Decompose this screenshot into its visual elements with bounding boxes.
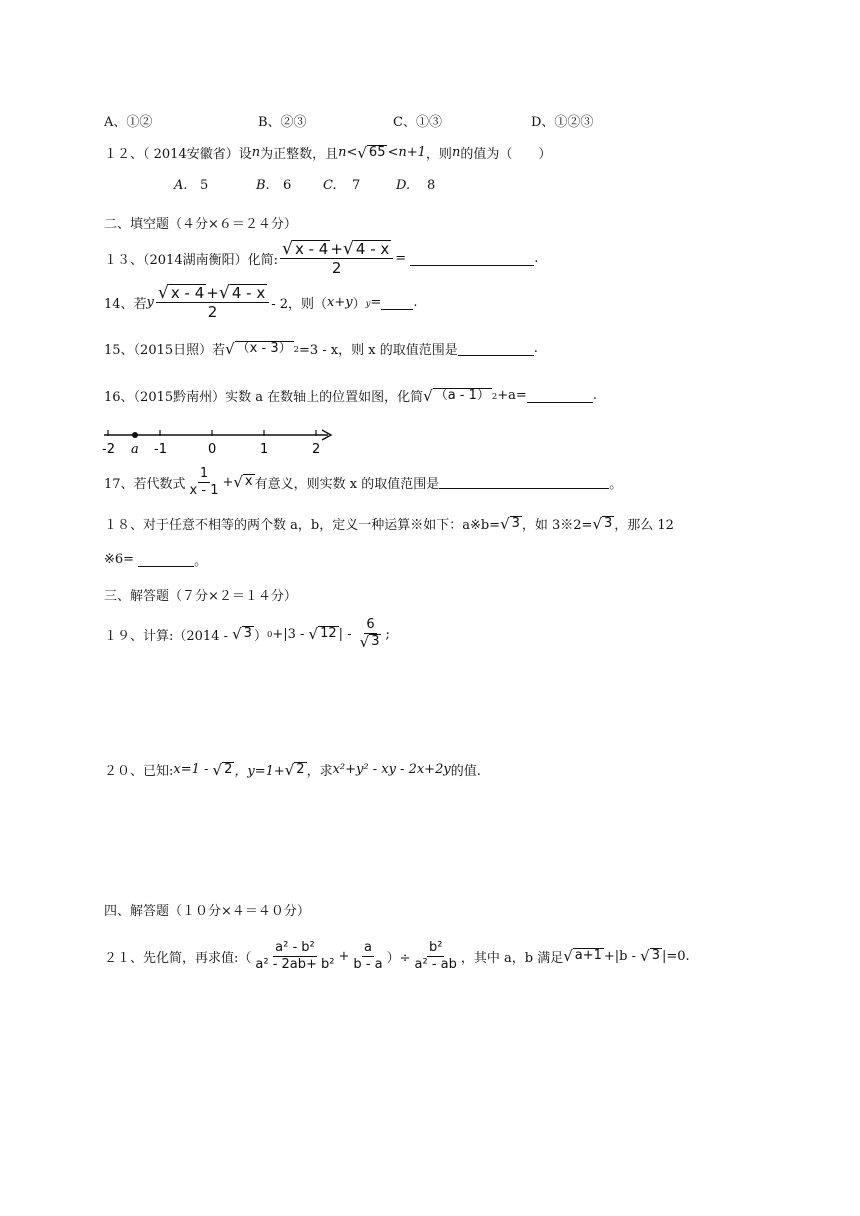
section-2-heading: 二、填空题（４分×６＝２４分） [104,217,297,232]
tick-label-1: 1 [260,442,269,457]
q19-num: 6 [366,617,375,632]
q21-prefix: ２１、先化简，再求值:（ [104,950,252,966]
q19-sqrt-12: √ 12 [308,625,337,644]
q21-plus: + [338,948,350,964]
tick-label-neg1: -1 [154,442,167,457]
question-14: 14、若 y √ x - 4 + √ 4 - x 2 - 2，则（ x+y ） y = . [104,283,418,322]
tick-label-neg2: -2 [102,442,115,457]
answer-blank-18[interactable] [138,553,194,567]
tick-label-a: a [131,442,139,457]
q21-f2-den: b - a [353,956,383,972]
q14-den: 2 [207,303,218,322]
question-18-line-1 [104,514,674,533]
q12-n: n [251,145,261,160]
q13-fraction: √ x - 4 + √ 4 - x 2 [280,240,393,277]
q14-sup: y [365,297,371,308]
q14-minus2: - 2，则（ [271,297,328,313]
q17-mid: 有意义，则实数 x 的取值范围是 [254,476,440,492]
section-3-heading: 三、解答题（７分×２＝１４分） [104,589,297,604]
q14-eq: = [370,295,382,311]
q18-sqrt-2: √ 3 [592,514,613,533]
q19-fraction: 6 √ 3 [359,617,380,651]
q12-suffix: ，则 [425,147,452,162]
q19-prefix: １９、计算:（2014 - [104,628,233,644]
q14-plus: + [206,284,219,302]
tick-label-0: 0 [208,442,217,457]
section-4-heading: 四、解答题（１０分×４＝４０分） [104,904,310,919]
q12-mid: 为正整数，且 [260,147,339,162]
sqrt-65: √ 65 [357,143,386,162]
option-b: B、②③ [258,115,307,130]
q12-option-a-letter: A. [174,178,188,193]
q18-line2: ※6= [104,552,135,567]
question-19: １９、计算:（2014 - √ 3 ） 0 +|3 - √ 12 | - 6 √ 3 ; [104,617,390,651]
q21-f1-num: a² - b² [275,940,315,955]
q17-end: 。 [609,476,623,492]
q17-prefix: 17、若代数式 [104,476,186,492]
question-15: 15、（2015日照）若 √ （x - 3） 2 =3 - x，则 x 的取值范围是 . [104,339,538,358]
q12-n-2: n [338,145,347,160]
q15-mid: =3 - x，则 x 的取值范围是 [298,343,458,358]
number-line [100,426,340,460]
q12-prefix: １２、（ 2014安徽省）设 [104,147,252,162]
q12-option-d-value: 8 [427,178,436,193]
question-21 [104,940,690,972]
q20-prefix: ２０、已知: [104,764,174,779]
q20-mid: ，求 [306,764,333,779]
q17-den: x - 1 [189,482,219,498]
q13-plus: + [330,240,343,258]
q21-fraction-1 [253,940,336,972]
q21-f1-den: a² - 2ab+ b² [255,956,335,972]
q14-prefix: 14、若 [104,297,147,313]
q12-n-3: n [451,145,461,160]
q13-rad2: 4 - x [355,240,390,258]
q17-fraction [188,466,221,498]
question-16: 16、（2015黔南州）实数 a 在数轴上的位置如图，化简 √ （a - 1） 2 +a= . [104,386,597,405]
q20-x: x=1 - [173,762,213,777]
q20-end: 的值. [450,764,481,779]
q18-line1: １８、对于任意不相等的两个数 a，b，定义一种运算※如下：a※b= [104,518,501,533]
question-18-line-2 [104,550,207,569]
q12-option-c-letter: C. [323,178,337,193]
q12-option-b-value: 6 [283,178,292,193]
q20-sqrt-2a: √ 2 [212,760,233,779]
q17-sqrt: √ x [233,473,253,492]
q21-fraction-3 [413,940,459,972]
q18-tail: ，那么 12 [614,518,674,533]
answer-blank-17[interactable] [439,475,609,489]
q18-mid: ，如 3※2= [521,518,593,533]
question-17 [104,466,622,498]
q15-prefix: 15、（2015日照）若 [104,343,226,358]
q19-sup: 0 [266,629,273,640]
q21-sqrt-a1: √ a+1 [563,947,602,966]
q13-den: 2 [331,259,342,278]
q20-expr: x²+y² - xy - 2x+2y [332,762,451,777]
answer-blank-13[interactable] [410,252,534,266]
answer-blank-14[interactable] [381,296,413,310]
q17-plus: + [222,474,234,490]
answer-blank-15[interactable] [458,342,534,356]
q13-eq: = [395,251,407,267]
q18-sqrt-1: √ 3 [500,514,520,533]
q19-sqrt-3: √ 3 [232,625,252,644]
q14-close: ） [352,297,366,313]
q12-n-plus-1: n+1 [398,145,426,160]
q21-f3-num: b² [428,940,443,955]
q16-mid: +a= [497,388,527,403]
q13-prefix: １３、（2014湖南衡阳）化简: [104,253,278,269]
q12-lt: < [346,145,358,160]
question-13: １３、（2014湖南衡阳）化简: √ x - 4 + √ 4 - x 2 = . [104,239,539,278]
q18-end: 。 [194,554,208,569]
q21-sqrt-3: √ 3 [640,947,660,966]
q12-tail: 的值为（ ） [460,147,552,162]
answer-blank-16[interactable] [527,389,593,403]
q20-y: ，y=1+ [234,764,285,779]
q14-fraction: √ x - 4 + √ 4 - x 2 [156,284,269,321]
question-12 [104,143,551,162]
q21-mid: ，其中 a，b 满足 [460,950,564,966]
q13-rad1: x - 4 [294,240,329,258]
tick-label-2: 2 [312,442,321,457]
q12-option-d-letter: D. [396,178,411,193]
q21-div: ）÷ [386,950,411,966]
question-20 [104,760,481,779]
q21-mid2: +|b - [603,948,641,964]
q14-rad2: 4 - x [231,284,266,302]
q19-den-rad: 3 [371,633,380,649]
q21-fraction-2 [351,940,384,972]
q12-option-a-value: 5 [200,178,209,193]
point-a-marker [132,432,138,438]
q17-num: 1 [199,466,209,481]
q12-option-c-value: 7 [352,178,361,193]
q19-mid2: | - [338,626,356,642]
q21-end: |=0. [661,948,690,964]
q19-mid: +|3 - [272,626,309,642]
q14-y: y [146,295,154,311]
q20-sqrt-2b: √ 2 [284,760,305,779]
q15-sup: 2 [293,343,299,354]
q12-option-b-letter: B. [256,178,270,193]
q14-xy: x+y [327,295,353,311]
q21-f2-num: a [364,940,372,955]
q21-f3-den: a² - ab [414,956,457,972]
q19-end: ; [385,626,390,642]
q12-lt-2: < [387,145,399,160]
q16-prefix: 16、（2015黔南州）实数 a 在数轴上的位置如图，化简 [104,390,424,405]
option-d: D、①②③ [531,115,594,130]
q15-sqrt: √ （x - 3） [225,339,292,358]
q16-sup: 2 [491,390,498,401]
q14-rad1: x - 4 [170,284,205,302]
option-a: A、①② [104,115,153,130]
q16-sqrt: √ （a - 1） [423,386,490,405]
option-c: C、①③ [393,115,442,130]
